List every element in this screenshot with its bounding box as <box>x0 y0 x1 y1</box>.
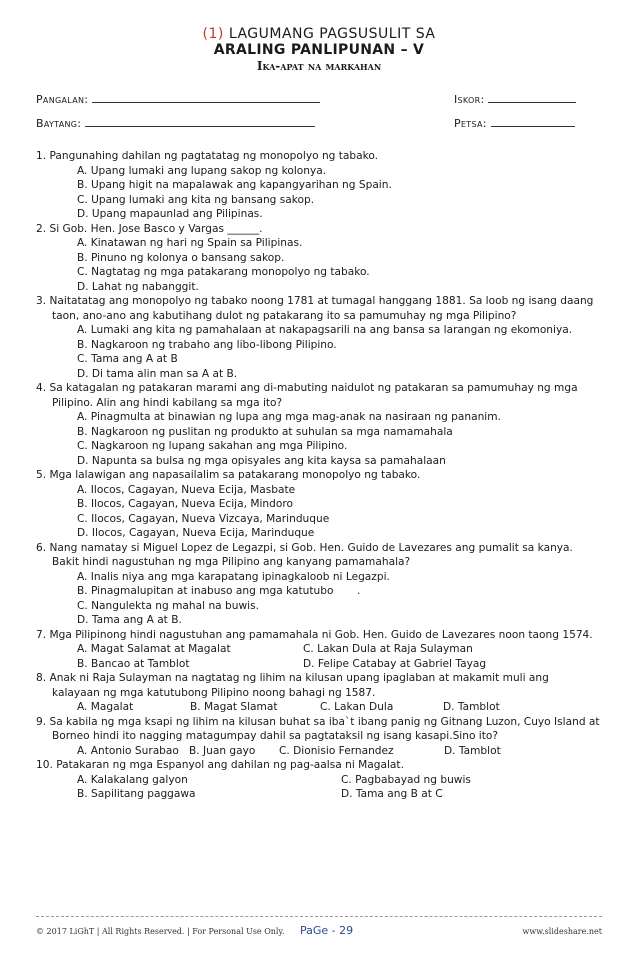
option[interactable]: B. Nagkaroon ng puslitan ng produkto at suhulan sa mga namamahala <box>77 425 453 438</box>
option[interactable]: A. Kinatawan ng hari ng Spain sa Pilipinas. <box>77 237 303 249</box>
grade-field[interactable] <box>36 116 315 130</box>
exam-number: (1) <box>202 26 224 42</box>
score-blank[interactable] <box>488 92 576 103</box>
name-blank[interactable] <box>92 92 320 103</box>
question-6 <box>36 541 600 628</box>
page-header <box>0 26 638 75</box>
option-row <box>36 787 600 802</box>
question-text: 3. Naitatatag ang monopolyo ng tabako noong 1781 at tumagal hanggang 1881. Sa loob ng isang daang taon, ano-ano ang kabutihang dulot ng patakarang ito sa pamumuhay ng mga Pilipino? <box>36 295 594 322</box>
option[interactable]: C. Nangulekta ng mahal na buwis. <box>77 599 259 612</box>
grade-label: Baytang: <box>36 117 82 130</box>
option[interactable]: C. Upang lumaki ang kita ng bansang sakop. <box>77 193 315 206</box>
option[interactable]: B. Sapilitang paggawa <box>77 788 196 800</box>
option[interactable]: C. Tama ang A at B <box>77 353 178 365</box>
site-link[interactable]: www.slideshare.net <box>522 927 602 936</box>
option[interactable]: B. Bancao at Tamblot <box>77 657 190 670</box>
option[interactable]: C. Pagbabayad ng buwis <box>341 773 471 786</box>
option-row <box>36 773 600 788</box>
questions-list <box>36 149 600 802</box>
question-5 <box>36 468 600 541</box>
question-text: 9. Sa kabila ng mga ksapi ng lihim na kilusan buhat sa iba`t ibang panig ng Gitnang Luzon, Cuyo Island at Borneo hindi ito nagging matagumpay dahil sa pagtataksil ng isang kasapi.Sino ito? <box>36 715 600 742</box>
question-7 <box>36 628 600 672</box>
option[interactable]: D. Lahat ng nabanggit. <box>77 280 199 293</box>
option[interactable]: D. Napunta sa bulsa ng mga opisyales ang kita kaysa sa pamahalaan <box>77 454 446 467</box>
question-text: 1. Pangunahing dahilan ng pagtatatag ng monopolyo ng tabako. <box>36 150 379 162</box>
score-field[interactable] <box>454 92 576 106</box>
question-text: 2. Si Gob. Hen. Jose Basco y Vargas ______. <box>36 222 263 235</box>
question-text: 5. Mga lalawigan ang napasailalim sa patakarang monopolyo ng tabako. <box>36 469 421 481</box>
copyright-text: © 2017 LiGhT | All Rights Reserved. | For Personal Use Only. <box>36 927 285 936</box>
option[interactable]: D. Upang mapaunlad ang Pilipinas. <box>77 208 263 220</box>
option[interactable]: C. Dionisio Fernandez <box>279 744 394 757</box>
option[interactable]: D. Ilocos, Cagayan, Nueva Ecija, Marinduque <box>77 527 315 539</box>
option[interactable]: B. Pinuno ng kolonya o bansang sakop. <box>77 251 285 264</box>
option[interactable]: A. Lumaki ang kita ng pamahalaan at nakapagsarili na ang bansa sa larangan ng ekomoniya. <box>77 324 573 336</box>
option[interactable]: D. Tama ang A at B. <box>77 614 182 626</box>
score-label: Iskor: <box>454 93 485 106</box>
option[interactable]: A. Upang lumaki ang lupang sakop ng kolonya. <box>77 164 327 177</box>
option[interactable]: D. Tama ang B at C <box>341 788 443 800</box>
question-8 <box>36 671 600 715</box>
question-3 <box>36 294 600 381</box>
question-2 <box>36 222 600 295</box>
option-row <box>36 642 600 657</box>
exam-title <box>0 26 638 42</box>
option[interactable]: C. Ilocos, Cagayan, Nueva Vizcaya, Marinduque <box>77 512 330 525</box>
name-field[interactable] <box>36 92 320 106</box>
question-text: 7. Mga Pilipinong hindi nagustuhan ang pamamahala ni Gob. Hen. Guido de Lavezares noon taong 1574. <box>36 628 593 641</box>
quarter-title: Ika-apat na markahan <box>256 59 382 73</box>
option[interactable]: B. Nagkaroon ng trabaho ang libo-libong Pilipino. <box>77 338 337 351</box>
option[interactable]: A. Inalis niya ang mga karapatang ipinagkaloob ni Legazpi. <box>77 570 390 583</box>
option[interactable]: D. Di tama alin man sa A at B. <box>77 367 238 380</box>
date-field[interactable] <box>454 116 575 130</box>
question-4 <box>36 381 600 468</box>
page-number: PaGe - 29 <box>300 924 354 937</box>
question-text: 10. Patakaran ng mga Espanyol ang dahilan ng pag-aalsa ni Magalat. <box>36 759 404 771</box>
option[interactable]: A. Pinagmulta at binawian ng lupa ang mga mag-anak na nasiraan ng pananim. <box>77 411 501 423</box>
question-1 <box>36 149 600 222</box>
option-row <box>36 700 600 715</box>
option[interactable]: B. Juan gayo <box>189 744 256 757</box>
question-10 <box>36 758 600 802</box>
subject-title: ARALING PANLIPUNAN – V <box>213 42 425 58</box>
question-text: 6. Nang namatay si Miguel Lopez de Legazpi, si Gob. Hen. Guido de Lavezares ang pumalit sa kanya. Bakit hindi nagustuhan ng mga Pilipino ang kanyang pamamahala? <box>36 541 573 568</box>
exam-title-text: LAGUMANG PAGSUSULIT SA <box>228 26 436 42</box>
option[interactable]: A. Magalat <box>77 701 134 713</box>
option[interactable]: C. Lakan Dula <box>320 701 394 713</box>
option[interactable]: B. Upang higit na mapalawak ang kapangyarihan ng Spain. <box>77 179 392 191</box>
option-row <box>36 744 600 759</box>
name-label: Pangalan: <box>36 93 89 106</box>
option[interactable]: B. Pinagmalupitan at inabuso ang mga katutubo . <box>77 585 361 597</box>
question-text: 8. Anak ni Raja Sulayman na nagtatag ng lihim na kilusan upang ipaglaban at makamit muli ang kalayaan ng mga katutubong Pilipino noong bahagi ng 1587. <box>36 672 549 699</box>
question-text: 4. Sa katagalan ng patakaran marami ang di-mabuting naidulot ng patakaran sa pamumuhay ng mga Pilipino. Alin ang hindi kabilang sa mga ito? <box>36 382 578 409</box>
option[interactable]: C. Nagkaroon ng lupang sakahan ang mga Pilipino. <box>77 440 348 452</box>
option[interactable]: D. Tamblot <box>444 744 501 757</box>
footer-divider <box>36 916 602 917</box>
date-blank[interactable] <box>491 116 575 127</box>
option[interactable]: A. Antonio Surabao <box>77 744 179 757</box>
option[interactable]: C. Nagtatag ng mga patakarang monopolyo ng tabako. <box>77 266 370 278</box>
option[interactable]: D. Felipe Catabay at Gabriel Tayag <box>303 657 487 670</box>
option[interactable]: B. Ilocos, Cagayan, Nueva Ecija, Mindoro <box>77 498 293 510</box>
grade-blank[interactable] <box>85 116 315 127</box>
question-9 <box>36 715 600 759</box>
option[interactable]: D. Tamblot <box>443 701 500 713</box>
option[interactable]: A. Kalakalang galyon <box>77 773 188 786</box>
option[interactable]: C. Lakan Dula at Raja Sulayman <box>303 643 473 655</box>
option[interactable]: B. Magat Slamat <box>190 701 278 713</box>
option-row <box>36 657 600 672</box>
date-label: Petsa: <box>454 117 487 130</box>
option[interactable]: A. Magat Salamat at Magalat <box>77 643 231 655</box>
option[interactable]: A. Ilocos, Cagayan, Nueva Ecija, Masbate <box>77 483 296 496</box>
